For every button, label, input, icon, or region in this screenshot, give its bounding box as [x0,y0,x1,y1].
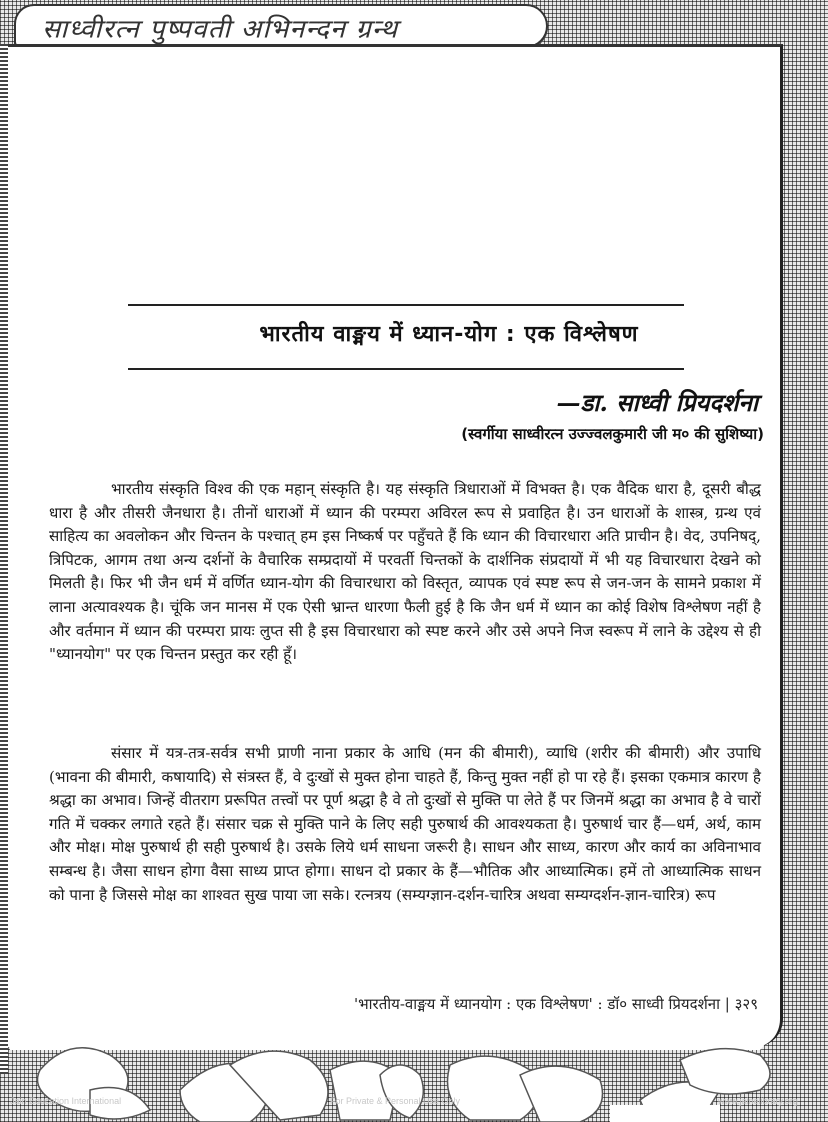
title-top-rule [128,304,684,306]
article-title: भारतीय वाङ्मय में ध्यान-योग : एक विश्लेषण [259,322,639,347]
watermark-left: Jain Education International [10,1096,122,1106]
watermark-center: For Private & Personal Use Only [330,1096,461,1106]
paragraph: संसार में यत्र-तत्र-सर्वत्र सभी प्राणी नाना प्रकार के आधि (मन की बीमारी), व्याधि (शरीर की बीमारी) और उपाधि (भावना की बीमारी, कषायादि) से संत्रस्त हैं, वे दुःखों से मुक्त होना चाहते हैं, किन्तु मुक्त नहीं हो पा रहे हैं। इसका एकमात्र कारण है श्रद्धा का अभाव। जिन्हें वीतराग प्ररूपित तत्त्वों पर पूर्ण श्रद्धा है वे तो दुःखों से मुक्ति पा लेते हैं पर जिनमें श्रद्धा का अभाव है वे चारों गति में चक्कर लगाते रहते हैं। संसार चक्र से मुक्ति पाने के लिए सही पुरुषार्थ की आवश्यकता है। पुरुषार्थ चार हैं—धर्म, अर्थ, काम और मोक्ष। मोक्ष पुरुषार्थ ही सही पुरुषार्थ है। उसके लिये धर्म साधना जरूरी है। साधन और साध्य, कारण और कार्य का अविनाभाव सम्बन्ध है। जैसा साधन होगा वैसा साध्य प्राप्त होगा। साधन दो प्रकार के हैं—भौतिक और आध्यात्मिक। हमें तो आध्यात्मिक साधन को पाना है जिससे मोक्ष का शाश्वत सुख पाया जा सके। रत्नत्रय (सम्यग्ज्ञान-दर्शन-चारित्र अथवा सम्यग्दर्शन-ज्ञान-चारित्र) रूप [49,744,761,904]
paragraph-2-block [49,742,761,907]
paragraph: भारतीय संस्कृति विश्व की एक महान् संस्कृति है। यह संस्कृति त्रिधाराओं में विभक्त है। एक वैदिक धारा है, दूसरी बौद्ध धारा है और तीसरी जैनधारा है। तीनों धाराओं में ध्यान की परम्परा अविरल रूप से प्रवाहित है। उन धाराओं के शास्त्र, ग्रन्थ एवं साहित्य का अवलोकन और चिन्तन के पश्चात् हम इस निष्कर्ष पर पहुँचते हैं कि ध्यान की विचारधारा अति प्राचीन है। वेद, उपनिषद्, त्रिपिटक, आगम तथा अन्य दर्शनों के वैचारिक सम्प्रदायों में परवर्ती चिन्तकों के दार्शनिक संप्रदायों में भी यह विचारधारा देखने को मिलती है। फिर भी जैन धर्म में वर्णित ध्यान-योग की विचारधारा को विस्तृत, व्यापक एवं स्पष्ट रूप से जन-जन के सामने प्रकाश में लाना अत्यावश्यक है। चूंकि जन मानस में एक ऐसी भ्रान्त धारणा फैली हुई है कि जैन धर्म में ध्यान का कोई विशेष विश्लेषण नहीं है और वर्तमान में ध्यान की परम्परा प्रायः लुप्त सी है इस विचारधारा को स्पष्ट करने और उसे अपने निज स्वरूप में लाने के उद्देश्य से ही "ध्यानयोग" पर एक चिन्तन प्रस्तुत कर रही हूँ। [49,480,761,664]
watermark-right: www.jainelibrary.org [718,1096,798,1106]
book-title: साध्वीरत्न पुष्पवती अभिनन्दन ग्रन्थ [42,14,399,45]
paragraph-1-block [49,478,761,667]
title-bottom-rule [128,368,684,370]
floral-ornament-icon [0,1030,828,1122]
author-name: —डा. साध्वी प्रियदर्शना [556,388,758,417]
running-footer: 'भारतीय-वाङ्मय में ध्यानयोग : एक विश्लेषण' : डॉ० साध्वी प्रियदर्शना | ३२९ [354,995,758,1013]
book-title-banner [14,4,548,48]
page-left-border [0,44,8,1074]
author-note: (स्वर्गीया साध्वीरत्न उज्ज्वलकुमारी जी म० की सुशिष्या) [461,425,764,443]
